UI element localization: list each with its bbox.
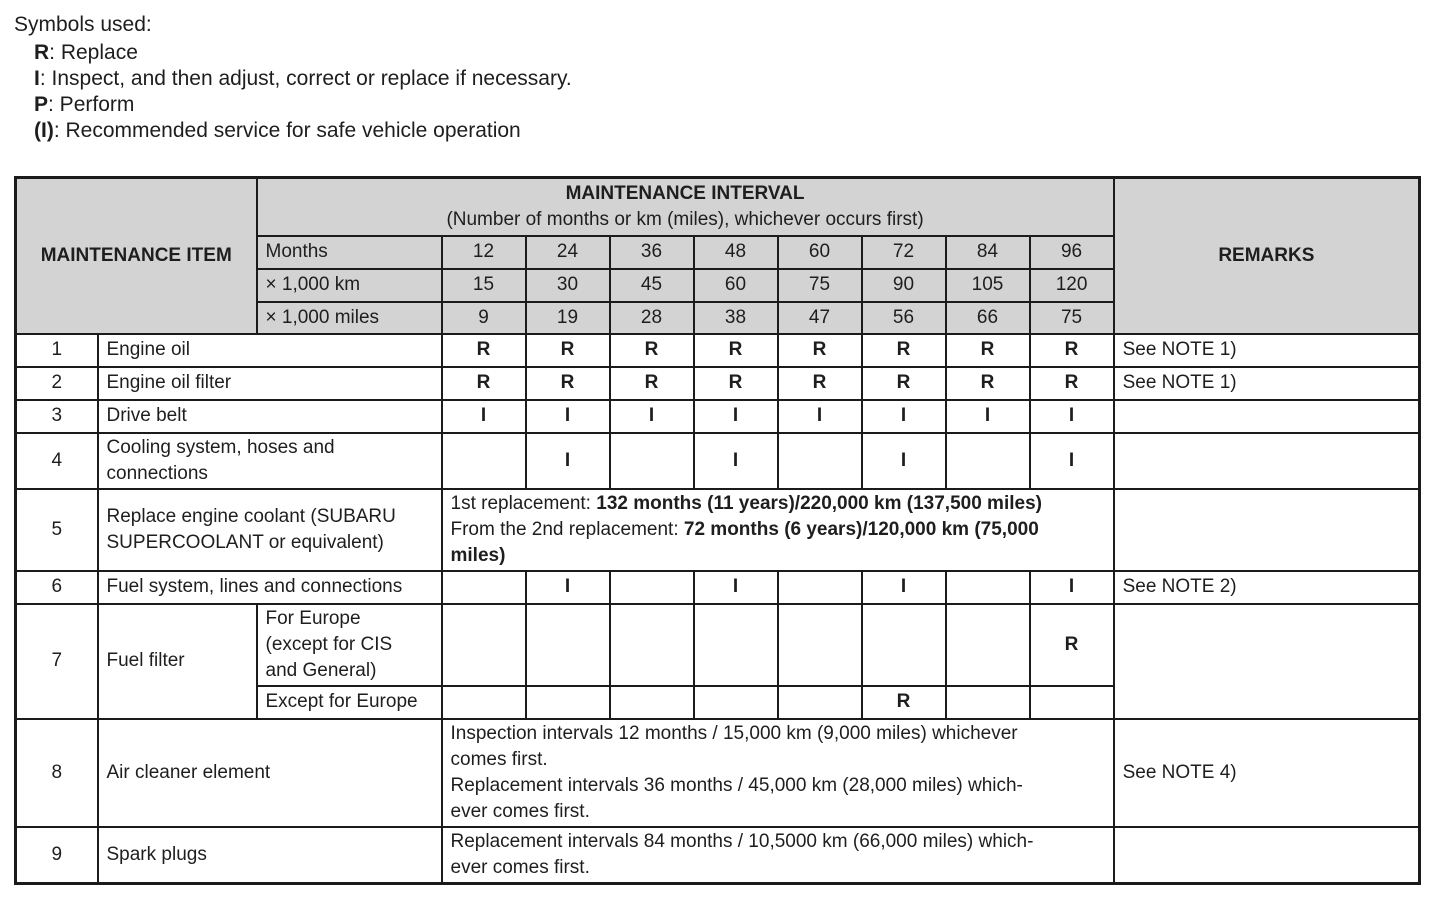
item-name: Replace engine coolant (SUBARU SUPERCOOLANT or equivalent) (98, 489, 442, 571)
sub-item-line: and General) (265, 659, 377, 681)
coolant-line3-bold: miles) (450, 544, 506, 566)
legend-item-inspect (34, 66, 1418, 92)
interval-cell: I (1030, 433, 1114, 489)
coolant-note-line3 (451, 543, 1105, 569)
interval-cell: I (610, 400, 694, 433)
air-cleaner-interval-note (442, 719, 1114, 827)
interval-cell: I (526, 571, 610, 604)
remark-cell: See NOTE 1) (1114, 334, 1420, 367)
interval-cell: I (694, 433, 778, 489)
header-maintenance-interval (257, 178, 1114, 236)
interval-cell: I (862, 400, 946, 433)
km-value: 75 (778, 269, 862, 302)
interval-cell (694, 604, 778, 686)
months-label: Months (257, 236, 442, 269)
interval-cell: R (694, 367, 778, 400)
item-number: 6 (16, 571, 98, 604)
table-row-engine-oil-filter (16, 367, 1420, 400)
table-row-cooling-system (16, 433, 1420, 489)
sub-item-label: Except for Europe (257, 686, 442, 719)
air-cleaner-note-line: comes first. (450, 748, 548, 770)
legend-item-perform (34, 92, 1418, 118)
interval-cell: I (946, 400, 1030, 433)
interval-cell: R (526, 367, 610, 400)
interval-cell (946, 571, 1030, 604)
item-number: 7 (16, 604, 98, 719)
interval-cell (526, 604, 610, 686)
symbol-r: R (34, 41, 50, 64)
remark-cell: See NOTE 1) (1114, 367, 1420, 400)
interval-cell (442, 433, 526, 489)
legend-item-replace (34, 40, 1418, 66)
interval-cell (946, 604, 1030, 686)
miles-label: × 1,000 miles (257, 302, 442, 334)
interval-cell: I (862, 433, 946, 489)
item-name: Fuel filter (98, 604, 257, 719)
miles-value: 19 (526, 302, 610, 334)
interval-cell: R (778, 334, 862, 367)
interval-cell (610, 604, 694, 686)
interval-cell: I (694, 400, 778, 433)
months-value: 36 (610, 236, 694, 269)
km-value: 120 (1030, 269, 1114, 302)
interval-cell (442, 686, 526, 719)
coolant-note-line2 (451, 517, 1105, 543)
legend-items (34, 40, 1418, 144)
remark-cell: See NOTE 2) (1114, 571, 1420, 604)
interval-cell (610, 686, 694, 719)
symbols-legend (14, 10, 1418, 144)
legend-item-recommended (34, 118, 1418, 144)
interval-cell: I (526, 433, 610, 489)
km-value: 30 (526, 269, 610, 302)
sub-item-line: For Europe (265, 607, 361, 629)
months-value: 84 (946, 236, 1030, 269)
km-label: × 1,000 km (257, 269, 442, 302)
item-name: Engine oil filter (98, 367, 442, 400)
remark-cell (1114, 489, 1420, 571)
coolant-line2-bold: 72 months (6 years)/120,000 km (75,000 (683, 518, 1039, 540)
remark-cell (1114, 827, 1420, 884)
header-maintenance-item: MAINTENANCE ITEM (16, 178, 257, 334)
item-name: Drive belt (98, 400, 442, 433)
miles-value: 9 (442, 302, 526, 334)
coolant-line1-bold: 132 months (11 years)/220,000 km (137,500 miles) (596, 492, 1042, 514)
interval-cell: R (694, 334, 778, 367)
coolant-note-line1 (451, 491, 1105, 517)
miles-value: 66 (946, 302, 1030, 334)
item-number: 2 (16, 367, 98, 400)
interval-cell: R (610, 334, 694, 367)
months-value: 60 (778, 236, 862, 269)
interval-cell (694, 686, 778, 719)
interval-cell: R (442, 367, 526, 400)
interval-cell (778, 571, 862, 604)
interval-cell: I (442, 400, 526, 433)
interval-cell: I (1030, 400, 1114, 433)
interval-cell: I (526, 400, 610, 433)
item-number: 8 (16, 719, 98, 827)
interval-cell (778, 604, 862, 686)
spark-plugs-interval-note (442, 827, 1114, 884)
symbol-i-paren-desc: : Recommended service for safe vehicle operation (53, 119, 521, 142)
interval-cell: R (1030, 604, 1114, 686)
interval-cell (1030, 686, 1114, 719)
item-name: Spark plugs (98, 827, 442, 884)
item-number: 4 (16, 433, 98, 489)
interval-cell: R (610, 367, 694, 400)
coolant-interval-note (442, 489, 1114, 571)
interval-cell (778, 433, 862, 489)
coolant-line1-prefix: 1st replacement: (450, 492, 597, 514)
remark-cell: See NOTE 4) (1114, 719, 1420, 827)
interval-cell: R (1030, 334, 1114, 367)
item-number: 1 (16, 334, 98, 367)
km-value: 60 (694, 269, 778, 302)
interval-cell (610, 571, 694, 604)
table-row-air-cleaner (16, 719, 1420, 827)
miles-value: 56 (862, 302, 946, 334)
item-number: 9 (16, 827, 98, 884)
symbol-i-desc: : Inspect, and then adjust, correct or replace if necessary. (39, 67, 572, 90)
air-cleaner-note-line: Replacement intervals 36 months / 45,000 km (28,000 miles) which- (450, 774, 1023, 796)
interval-cell (862, 604, 946, 686)
interval-cell: R (946, 367, 1030, 400)
interval-cell: R (526, 334, 610, 367)
remark-cell (1114, 433, 1420, 489)
interval-cell: R (778, 367, 862, 400)
interval-cell: I (1030, 571, 1114, 604)
maintenance-schedule-table (14, 176, 1421, 885)
symbol-p: P (34, 93, 49, 116)
table-row-engine-oil (16, 334, 1420, 367)
item-name: Engine oil (98, 334, 442, 367)
interval-cell: R (946, 334, 1030, 367)
header-remarks: REMARKS (1114, 178, 1420, 334)
months-value: 48 (694, 236, 778, 269)
interval-cell: R (862, 686, 946, 719)
item-number: 3 (16, 400, 98, 433)
km-value: 45 (610, 269, 694, 302)
item-name: Cooling system, hoses and connections (98, 433, 442, 489)
interval-cell (946, 686, 1030, 719)
table-row-drive-belt (16, 400, 1420, 433)
interval-cell (778, 686, 862, 719)
interval-cell (610, 433, 694, 489)
spark-plugs-note-line: Replacement intervals 84 months / 10,5000 km (66,000 miles) which- (450, 830, 1034, 852)
interval-cell (946, 433, 1030, 489)
interval-cell: I (694, 571, 778, 604)
interval-cell (526, 686, 610, 719)
miles-value: 75 (1030, 302, 1114, 334)
sub-item-line: (except for CIS (265, 633, 393, 655)
miles-value: 47 (778, 302, 862, 334)
spark-plugs-note-line: ever comes first. (450, 856, 590, 878)
symbol-r-desc: : Replace (49, 41, 138, 64)
miles-value: 28 (610, 302, 694, 334)
interval-title: MAINTENANCE INTERVAL (565, 182, 805, 204)
remark-cell (1114, 400, 1420, 433)
table-row-fuel-filter-europe (16, 604, 1420, 686)
interval-cell: R (1030, 367, 1114, 400)
miles-value: 38 (694, 302, 778, 334)
remark-cell (1114, 604, 1420, 719)
table-row-fuel-system (16, 571, 1420, 604)
coolant-line2-prefix: From the 2nd replacement: (450, 518, 684, 540)
interval-cell: R (862, 334, 946, 367)
table-row-spark-plugs (16, 827, 1420, 884)
table-row-engine-coolant (16, 489, 1420, 571)
interval-cell (442, 604, 526, 686)
air-cleaner-note-line: ever comes first. (450, 800, 590, 822)
legend-title: Symbols used: (14, 13, 152, 36)
months-value: 12 (442, 236, 526, 269)
km-value: 90 (862, 269, 946, 302)
symbol-p-desc: : Perform (48, 93, 135, 116)
months-value: 24 (526, 236, 610, 269)
sub-item-label (257, 604, 442, 686)
interval-cell: I (862, 571, 946, 604)
interval-cell: R (442, 334, 526, 367)
interval-subtitle: (Number of months or km (miles), whichever occurs first) (446, 208, 924, 230)
km-value: 105 (946, 269, 1030, 302)
months-value: 72 (862, 236, 946, 269)
item-name: Air cleaner element (98, 719, 442, 827)
air-cleaner-note-line: Inspection intervals 12 months / 15,000 km (9,000 miles) whichever (450, 722, 1018, 744)
km-value: 15 (442, 269, 526, 302)
interval-cell: R (862, 367, 946, 400)
interval-cell (442, 571, 526, 604)
symbol-i: I (34, 67, 40, 90)
item-name: Fuel system, lines and connections (98, 571, 442, 604)
item-number: 5 (16, 489, 98, 571)
symbol-i-paren: (I) (34, 119, 54, 142)
interval-cell: I (778, 400, 862, 433)
months-value: 96 (1030, 236, 1114, 269)
